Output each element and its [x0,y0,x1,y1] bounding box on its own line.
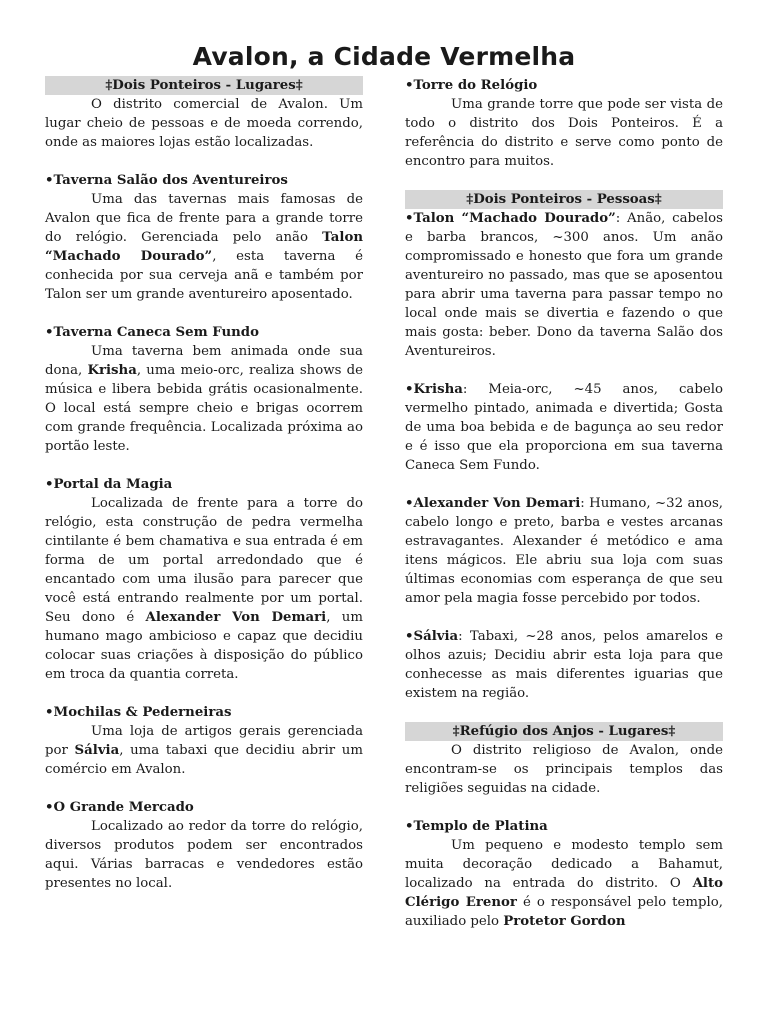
heading-taverna-caneca: •Taverna Caneca Sem Fundo [45,325,259,340]
section-band-refugio-anjos-lugares: ‡Refúgio dos Anjos - Lugares‡ [405,722,723,741]
npc-name-salvia: Sálvia [74,743,120,758]
heading-templo-platina: •Templo de Platina [405,819,548,834]
heading-mochilas: •Mochilas & Pederneiras [45,705,232,720]
npc-entry-salvia: •Sálvia: Tabaxi, ~28 anos, pelos amarelos e olhos azuis; Decidiu abrir esta loja para que conhecesse as mais diferentes iguarias que existem na região. [405,629,723,701]
page-title: Avalon, a Cidade Vermelha [192,42,576,71]
heading-taverna-salao: •Taverna Salão dos Aventureiros [45,173,288,188]
heading-torre-relogio: •Torre do Relógio [405,78,538,93]
npc-name: •Talon “Machado Dourado” [405,211,616,226]
district-intro-anjos: O distrito religioso de Avalon, onde encontram-se os principais templos das religiões seguidas na cidade. [405,743,723,796]
section-band-dois-ponteiros-pessoas: ‡Dois Ponteiros - Pessoas‡ [405,190,723,209]
npc-entry-krisha: •Krisha: Meia-orc, ~45 anos, cabelo vermelho pintado, animada e divertida; Gosta de uma boa bebida e de bagunça ao seu redor e é isso que ela proporciona em sua taverna Caneca Sem Fundo. [405,382,723,473]
npc-entry-talon: •Talon “Machado Dourado”: Anão, cabelos e barba brancos, ~300 anos. Um anão compromissado e honesto que fora um grande aventureiro no passado, mas que se aposentou para abrir uma taverna para passar tempo no local onde mais se divertia e fazendo o que mais gosta: beber. Dono da taverna Salão dos Aventureiros. [405,211,723,359]
npc-name: •Sálvia [405,629,459,644]
npc-name-talon: Talon “Machado Dourado” [45,230,363,264]
desc-templo-platina: Um pequeno e modesto templo sem muita decoração dedicado a Bahamut, localizado na entrada do distrito. O Alto Clérigo Erenor é o responsável pelo templo, auxiliado pelo Protetor Gordon [405,838,724,929]
desc-taverna-salao: Uma das tavernas mais famosas de Avalon que fica de frente para a grande torre do relógio. Gerenciada pelo anão Talon “Machado Dourado”, esta taverna é conhecida por sua cerveja anã e também por Talon ser um grande aventureiro aposentado. [45,192,363,302]
section-band-dois-ponteiros-lugares: ‡Dois Ponteiros - Lugares‡ [45,76,363,95]
desc-grande-mercado: Localizado ao redor da torre do relógio, diversos produtos podem ser encontrados aqui. Várias barracas e vendedores estão presentes no local. [45,819,363,891]
npc-name-erenor: Alto Clérigo Erenor [405,876,723,910]
heading-grande-mercado: •O Grande Mercado [45,800,194,815]
desc-torre-relogio: Uma grande torre que pode ser vista de todo o distrito dos Dois Ponteiros. É a referência do distrito e serve como ponto de encontro para muitos. [405,97,723,169]
desc-mochilas: Uma loja de artigos gerais gerenciada por Sálvia, uma tabaxi que decidiu abrir um comércio em Avalon. [45,724,363,777]
npc-name: •Alexander Von Demari [405,496,581,511]
desc-taverna-caneca: Uma taverna bem animada onde sua dona, Krisha, uma meio-orc, realiza shows de música e libera bebida grátis ocasionalmente. O local está sempre cheio e brigas ocorrem com grande frequência. Localizada próxima ao portão leste. [45,344,363,454]
right-column [405,76,723,931]
npc-entry-alexander: •Alexander Von Demari: Humano, ~32 anos, cabelo longo e preto, barba e vestes arcanas estravagantes. Alexander é metódico e ama itens mágicos. Ele abriu sua loja com suas últimas economias com esperança de que seu amor pela magia fosse percebido por todos. [405,496,723,606]
npc-name: •Krisha [405,382,463,397]
left-column [45,76,363,893]
npc-name-alexander: Alexander Von Demari [145,610,327,625]
npc-name-krisha: Krisha [87,363,137,378]
heading-portal-magia: •Portal da Magia [45,477,173,492]
npc-name-gordon: Protetor Gordon [503,914,626,929]
district-intro: O distrito comercial de Avalon. Um lugar cheio de pessoas e de moeda correndo, onde as maiores lojas estão localizadas. [45,97,363,150]
desc-portal-magia: Localizada de frente para a torre do relógio, esta construção de pedra vermelha cintilante é bem chamativa e sua entrada é em forma de um portal arredondado que é encantado com uma ilusão para parecer que você está entrando realmente por um portal. Seu dono é Alexander Von Demari, um humano mago ambicioso e capaz que decidiu colocar suas criações à disposição do público em troca da quantia correta. [45,496,363,682]
